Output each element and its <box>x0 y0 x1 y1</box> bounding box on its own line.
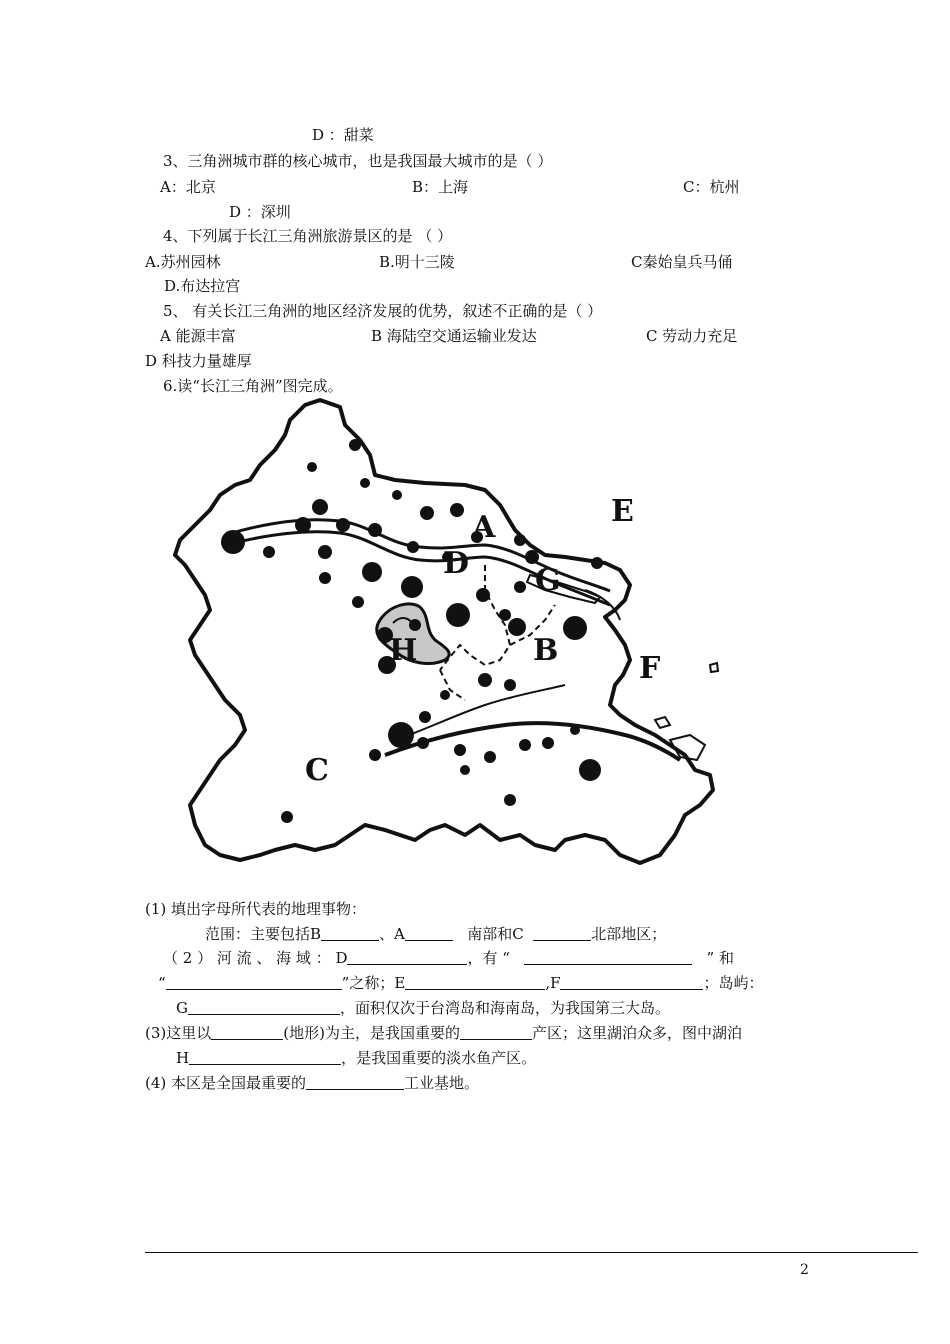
blank-river-name-2[interactable] <box>166 974 342 990</box>
blank-landform[interactable] <box>211 1024 283 1040</box>
q5-stem: 5、 有关长江三角洲的地区经济发展的优势，叙述不正确的是（ ） <box>163 302 603 320</box>
q4-option-b: B.明十三陵 <box>379 253 455 271</box>
q3-option-c: C：杭州 <box>683 178 740 196</box>
blank-h[interactable] <box>189 1049 341 1065</box>
q4-stem: 4、下列属于长江三角洲旅游景区的是 （ ） <box>163 227 453 245</box>
map-label-a: A <box>472 510 496 545</box>
q6-part-4: (4) 本区是全国最重要的 工业基地。 <box>145 1074 480 1092</box>
blank-river-name-1[interactable] <box>524 949 692 965</box>
q3-option-a: A：北京 <box>160 178 216 196</box>
map-label-h: H <box>389 633 418 668</box>
q3-option-d: D ：深圳 <box>229 203 291 221</box>
blank-f[interactable] <box>560 974 703 990</box>
q2-option-d: D ：甜菜 <box>312 126 374 144</box>
q3-option-b: B：上海 <box>412 178 469 196</box>
page-number: 2 <box>800 1262 809 1278</box>
q4-option-c: C秦始皇兵马俑 <box>631 253 733 271</box>
blank-industry[interactable] <box>306 1074 404 1090</box>
q6-scope-line: 范围：主要包括B 、A 南部和C 北部地区； <box>205 925 667 943</box>
q5-option-c: C 劳动力充足 <box>646 327 738 345</box>
blank-g[interactable] <box>188 999 340 1015</box>
q6-part-3-line-1: (3)这里以 (地形)为主，是我国重要的 产区；这里湖泊众多，图中湖泊 <box>145 1024 742 1042</box>
q4-option-a: A.苏州园林 <box>145 253 221 271</box>
q6-part-3-line-2: H ，是我国重要的淡水鱼产区。 <box>176 1049 537 1067</box>
q4-option-d: D.布达拉宫 <box>164 277 241 295</box>
blank-e[interactable] <box>405 974 545 990</box>
q6-part-2-line-3: G ，面积仅次于台湾岛和海南岛，为我国第三大岛。 <box>176 999 670 1017</box>
blank-c[interactable] <box>533 925 591 941</box>
q5-option-a: A 能源丰富 <box>160 327 236 345</box>
q6-stem: 6.读“长江三角洲”图完成。 <box>163 377 343 395</box>
q3-stem: 3、三角洲城市群的核心城市，也是我国最大城市的是（ ） <box>163 152 553 170</box>
footer-rule <box>145 1252 918 1253</box>
q6-part-2-line-2: “ ”之称；E ,F ；岛屿： <box>158 974 764 992</box>
blank-b[interactable] <box>321 925 379 941</box>
map-label-e: E <box>611 494 634 529</box>
blank-a[interactable] <box>405 925 453 941</box>
q5-option-b: B 海陆空交通运输业发达 <box>371 327 537 345</box>
q6-part-1: (1) 填出字母所代表的地理事物： <box>145 900 367 918</box>
yangtze-delta-map <box>165 395 730 875</box>
map-label-g: G <box>535 563 561 598</box>
q5-option-d: D 科技力量雄厚 <box>145 352 252 370</box>
map-label-b: B <box>533 633 559 668</box>
map-label-c: C <box>305 753 329 788</box>
map-label-f: F <box>639 651 661 686</box>
q6-part-2-line-1: （ 2 ） 河 流 、 海 域 ： D ，有 “ ” 和 <box>163 949 734 967</box>
map-label-d: D <box>443 546 470 581</box>
blank-product[interactable] <box>460 1024 532 1040</box>
blank-d[interactable] <box>347 949 467 965</box>
